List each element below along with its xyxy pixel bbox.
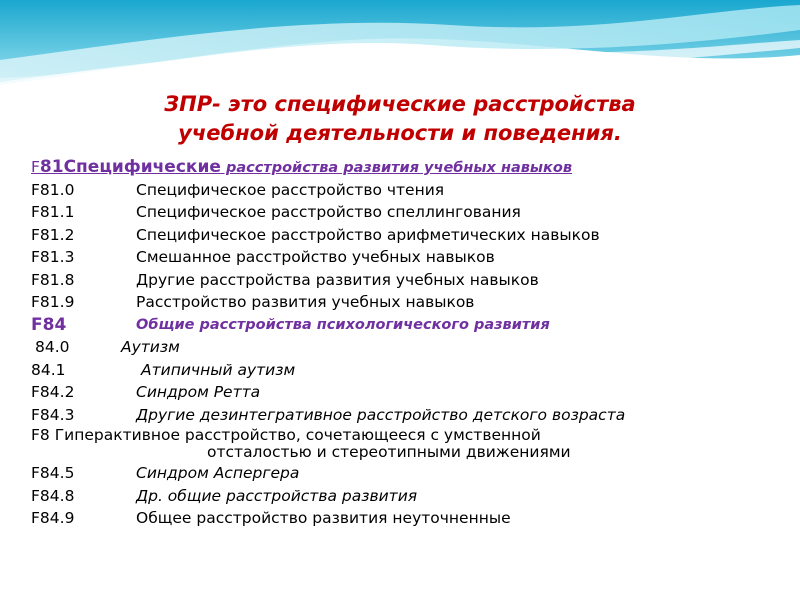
item-desc: Общее расстройство развития неуточненные (136, 509, 511, 527)
list-item (31, 246, 791, 269)
list-item (31, 507, 791, 530)
list-item-multiline (31, 426, 791, 462)
list-item (31, 381, 791, 404)
item-desc: Смешанное расстройство учебных навыков (136, 248, 495, 266)
item-code: F81.1 (31, 203, 75, 221)
item-code: F81.8 (31, 270, 75, 289)
title-line-1: ЗПР- это специфические расстройства (164, 92, 636, 116)
list-item (31, 485, 791, 508)
item-code: F81.2 (31, 225, 75, 244)
item-desc: Специфическое расстройство арифметических навыков (136, 225, 600, 244)
item-line-2: отсталостью и стереотипными движениями (207, 443, 571, 461)
list-item (31, 224, 791, 247)
page-title (0, 90, 800, 148)
list-item (31, 404, 791, 427)
list-item (31, 462, 791, 485)
f84-code: F84 (31, 314, 67, 335)
item-code: 84.1 (31, 360, 66, 379)
list-item (31, 291, 791, 314)
header-wave-decoration (0, 0, 800, 90)
item-code: F81.9 (31, 293, 75, 311)
list-item (31, 269, 791, 292)
f84-group-desc: Общие расстройства психологического развития (136, 316, 550, 333)
f81-code-rest: 81Специфические (39, 157, 221, 177)
item-line-1: F8 Гиперактивное расстройство, сочетающееся с умственной (31, 426, 541, 444)
list-item (31, 179, 791, 202)
item-desc: Синдром Аспергера (136, 464, 300, 482)
item-code: 84.0 (35, 338, 70, 356)
title-line-2: учебной деятельности и поведения. (178, 121, 622, 145)
f81-group-desc: расстройства развития учебных навыков (220, 160, 573, 176)
item-code: F84.3 (31, 405, 75, 424)
diagnosis-list (31, 156, 791, 530)
f84-group-header (31, 314, 791, 337)
f81-group-header (31, 156, 791, 179)
item-desc: Другие расстройства развития учебных навыков (136, 270, 539, 289)
list-item (31, 359, 791, 382)
f81-header-text (31, 156, 572, 180)
item-desc: Синдром Ретта (136, 383, 261, 401)
item-desc: Аутизм (121, 338, 180, 356)
item-code: F81.0 (31, 180, 75, 199)
list-item (31, 336, 791, 359)
item-code: F84.5 (31, 464, 75, 482)
item-desc: Другие дезинтегративное расстройство детского возраста (136, 405, 626, 424)
item-desc: Специфическое расстройство спеллингования (136, 203, 521, 221)
item-desc: Др. общие расстройства развития (136, 486, 418, 505)
item-code: F84.9 (31, 509, 75, 527)
item-code: F84.2 (31, 383, 75, 401)
item-code: F81.3 (31, 248, 75, 266)
item-desc: Атипичный аутизм (141, 360, 296, 379)
item-desc: Специфическое расстройство чтения (136, 180, 445, 199)
list-item (31, 201, 791, 224)
f81-code-prefix: F (31, 158, 40, 176)
item-desc: Расстройство развития учебных навыков (136, 293, 475, 311)
item-code: F84.8 (31, 486, 75, 505)
